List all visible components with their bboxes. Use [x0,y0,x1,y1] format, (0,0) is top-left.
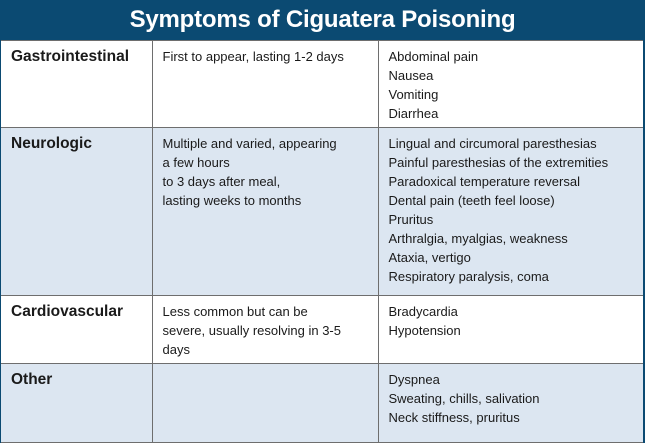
page-title: Symptoms of Ciguatera Poisoning [129,6,516,33]
symptom-item: Sweating, chills, salivation [388,391,540,406]
symptom-item: Dental pain (teeth feel loose) [388,193,555,208]
description-line: a few hours [162,155,230,170]
symptoms-cell [378,364,643,443]
symptoms-table [1,40,643,443]
symptom-item: Bradycardia [388,304,458,319]
description-cell [152,128,378,296]
symptom-item: Painful paresthesias of the extremities [388,155,609,170]
symptom-item: Vomiting [388,87,439,102]
symptom-item: Nausea [388,68,434,83]
table-row-gastrointestinal [1,41,643,128]
description-line: days [162,342,190,357]
description-line: Multiple and varied, appearing [162,136,337,151]
description-line: Less common but can be [162,304,308,319]
symptoms-cell [378,128,643,296]
table-row-other [1,364,643,443]
category-cell: Neurologic [1,128,152,296]
symptom-item: Ataxia, vertigo [388,250,471,265]
symptom-item: Dyspnea [388,372,440,387]
symptom-item: Diarrhea [388,106,439,121]
symptoms-cell [378,41,643,128]
description-line: severe, usually resolving in 3-5 [162,323,341,338]
table-row-cardiovascular [1,296,643,364]
category-cell: Other [1,364,152,443]
symptom-item: Neck stiffness, pruritus [388,410,520,425]
description-line: First to appear, lasting 1-2 days [162,49,344,64]
description-line: to 3 days after meal, [162,174,281,189]
symptom-item: Abdominal pain [388,49,479,64]
table-row-neurologic [1,128,643,296]
description-cell [152,364,378,443]
symptom-item: Arthralgia, myalgias, weakness [388,231,568,246]
category-cell: Gastrointestinal [1,41,152,128]
description-line: lasting weeks to months [162,193,302,208]
symptom-item: Pruritus [388,212,434,227]
symptom-item: Lingual and circumoral paresthesias [388,136,597,151]
category-cell: Cardiovascular [1,296,152,364]
description-cell [152,296,378,364]
description-cell [152,41,378,128]
symptom-item: Hypotension [388,323,461,338]
symptom-item: Respiratory paralysis, coma [388,269,549,284]
symptom-item: Paradoxical temperature reversal [388,174,580,189]
symptoms-cell [378,296,643,364]
